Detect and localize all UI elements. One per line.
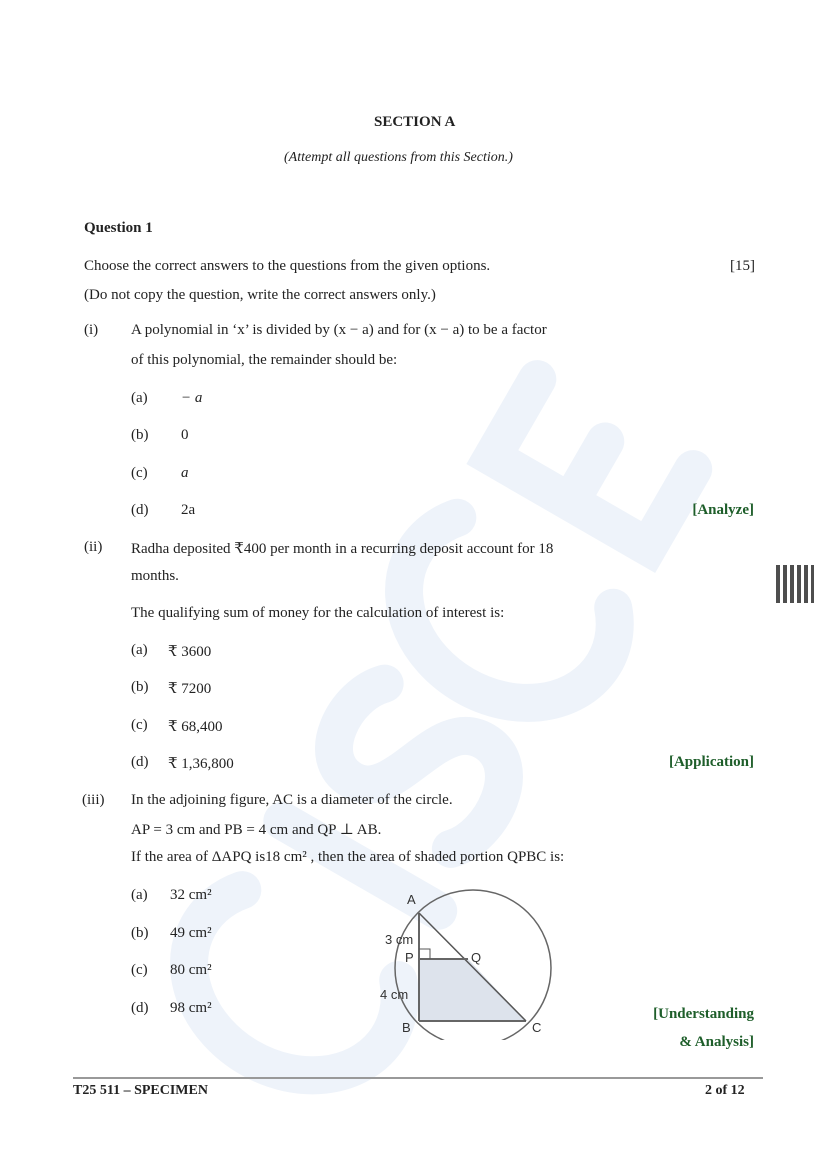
option-label: (b) (131, 925, 149, 941)
label-ap: 3 cm (385, 932, 414, 947)
option-value: 49 cm² (170, 925, 212, 941)
option-label: (b) (131, 427, 149, 443)
option-value: 80 cm² (170, 962, 212, 978)
item-text: AP = 3 cm and PB = 4 cm and QP ⊥ AB. (131, 822, 382, 838)
question-note: (Do not copy the question, write the correct answers only.) (84, 287, 436, 303)
option-label: (b) (131, 679, 149, 695)
item-text: Radha deposited ₹400 per month in a recurring deposit account for 18 (131, 541, 554, 557)
option-value: 98 cm² (170, 1000, 212, 1016)
question-heading: Question 1 (84, 220, 153, 236)
option-value: a (181, 465, 189, 481)
circle-figure (360, 880, 560, 1040)
option-value: ₹ 1,36,800 (168, 756, 234, 772)
option-value: ₹ 68,400 (168, 719, 223, 735)
footer-code: T25 511 – SPECIMEN (73, 1083, 208, 1098)
option-label: (d) (131, 754, 149, 770)
label-pb: 4 cm (380, 987, 409, 1002)
option-label: (c) (131, 717, 148, 733)
option-label: (d) (131, 502, 149, 518)
item-text: In the adjoining figure, AC is a diameter of the circle. (131, 792, 453, 808)
right-angle-mark (419, 949, 430, 959)
label-c: C (532, 1020, 542, 1035)
label-a: A (407, 892, 416, 907)
question-intro: Choose the correct answers to the questions from the given options. (84, 258, 491, 274)
skill-tag: [Analyze] (692, 502, 754, 518)
option-label: (c) (131, 465, 148, 481)
footer-page: 2 of 12 (705, 1083, 745, 1098)
item-text: The qualifying sum of money for the calculation of interest is: (131, 605, 505, 621)
label-p: P (405, 950, 414, 965)
option-value: ₹ 7200 (168, 681, 212, 697)
item-text: A polynomial in ‘x’ is divided by (x − a) and for (x − a) to be a factor (131, 322, 547, 338)
skill-tag: & Analysis] (679, 1034, 754, 1050)
qr-code (776, 565, 814, 603)
shaded-region (419, 959, 526, 1021)
option-value: 0 (181, 427, 189, 443)
skill-tag: [Understanding (653, 1006, 754, 1022)
option-label: (c) (131, 962, 148, 978)
section-title: SECTION A (374, 114, 456, 130)
option-value: 2a (181, 502, 196, 518)
option-value: ₹ 3600 (168, 644, 212, 660)
watermark-letter-e (492, 379, 693, 547)
item-number: (ii) (84, 539, 103, 555)
item-number: (iii) (82, 792, 105, 808)
skill-tag: [Application] (668, 754, 754, 770)
option-label: (a) (131, 887, 148, 903)
option-value: 32 cm² (170, 887, 212, 903)
footer-divider (73, 1077, 763, 1079)
label-b: B (402, 1020, 411, 1035)
option-label: (a) (131, 642, 148, 658)
item-text: If the area of ΔAPQ is18 cm² , then the area of shaded portion QPBC is: (131, 849, 565, 865)
option-value: − a (181, 390, 203, 406)
item-number: (i) (84, 322, 99, 338)
question-marks: [15] (730, 258, 755, 274)
item-text: of this polynomial, the remainder should be: (131, 352, 398, 368)
option-label: (d) (131, 1000, 149, 1016)
label-q: Q (471, 950, 482, 965)
option-label: (a) (131, 390, 148, 406)
item-text: months. (131, 568, 179, 584)
section-instruction: (Attempt all questions from this Section.) (284, 150, 513, 165)
